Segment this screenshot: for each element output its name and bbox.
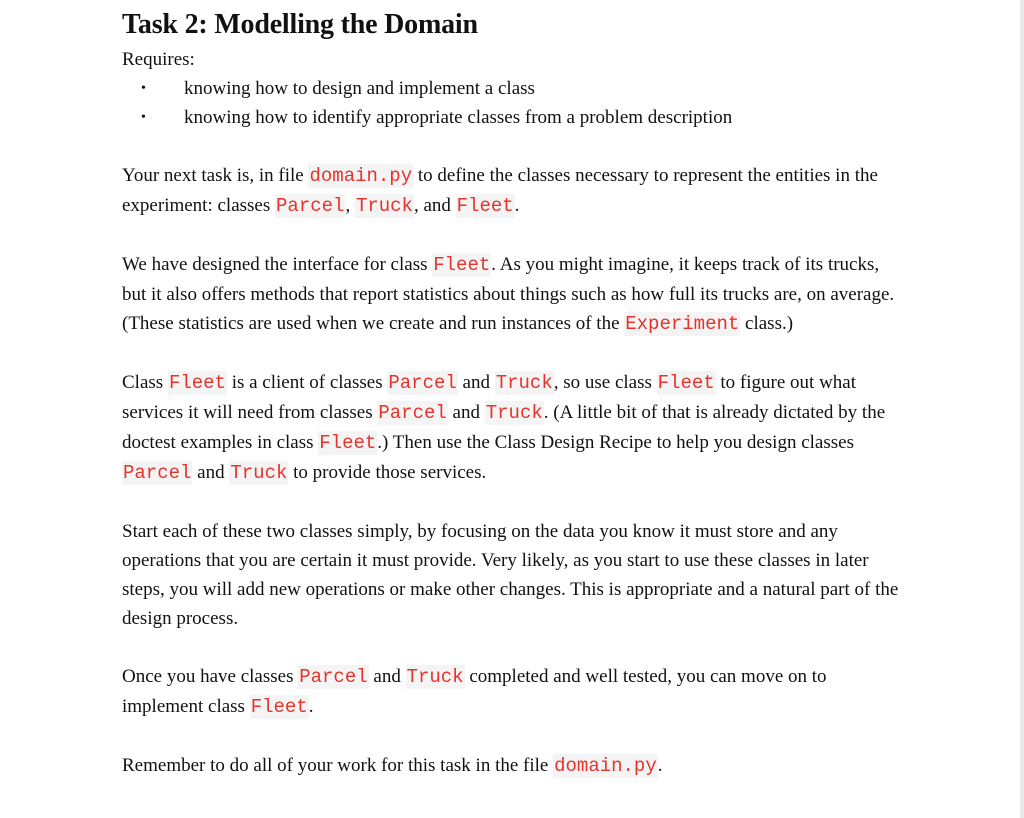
code-class-name: Fleet	[319, 432, 377, 454]
code-class-name: Fleet	[433, 254, 491, 276]
code-class-name: Parcel	[123, 462, 192, 484]
code-class-name: Truck	[495, 372, 553, 394]
requirements-list	[122, 74, 902, 132]
text-run: and	[447, 402, 485, 423]
code-class-name: Parcel	[378, 402, 447, 424]
text-run: and	[457, 372, 495, 393]
text-run: Class	[122, 372, 168, 393]
text-run: We have designed the interface for class	[122, 254, 433, 275]
text-run: to define the classes necessary to represent the entities in the experiment: classes	[122, 165, 878, 216]
paragraph-reminder	[122, 751, 902, 781]
paragraph-fleet-client	[122, 368, 902, 488]
code-class-name: Fleet	[168, 372, 226, 394]
bullet-icon: •	[141, 110, 146, 125]
list-item	[122, 74, 902, 103]
requires-label: Requires:	[122, 49, 195, 70]
requirement-text: knowing how to design and implement a class	[184, 78, 535, 99]
document-body	[122, 0, 902, 781]
code-class-name: Truck	[230, 462, 288, 484]
code-class-name: Fleet	[456, 195, 514, 217]
text-run: . As you might imagine, it keeps track of its trucks, but it also offers methods that report statistics about things such as how full its trucks are, on average. (These statistics are used when we create and run instances of the	[122, 254, 895, 334]
scrollbar-track[interactable]	[1020, 0, 1024, 818]
text-run: . (A little bit of that is already dictated by the doctest examples in class	[122, 402, 886, 453]
text-run: to figure out what services it will need from classes	[122, 372, 857, 423]
list-item	[122, 103, 902, 132]
code-class-name: Fleet	[657, 372, 715, 394]
paragraph-move-on	[122, 662, 902, 722]
text-run: completed and well tested, you can move on to implement class	[122, 666, 827, 717]
page-title: Task 2: Modelling the Domain	[122, 9, 478, 40]
text-run: .) Then use the Class Design Recipe to help you design classes	[377, 432, 854, 453]
text-run: Your next task is, in file	[122, 165, 309, 186]
text-run: Once you have classes	[122, 666, 299, 687]
code-class-name: Experiment	[625, 313, 740, 335]
text-run: .	[514, 195, 520, 216]
text-run: .	[657, 755, 663, 776]
text-run: Start each of these two classes simply, by focusing on the data you know it must store and any operations that you are certain it must provide. Very likely, as you start to use these classes in later steps, you will add new operations or make other changes. This is appropriate and a natural part of the design process.	[122, 521, 899, 629]
code-class-name: Truck	[406, 666, 464, 688]
text-run: .	[308, 696, 314, 717]
text-run: class.)	[740, 313, 794, 334]
code-class-name: Fleet	[250, 696, 308, 718]
text-run: and	[192, 462, 230, 483]
text-run: and	[368, 666, 406, 687]
text-run: Remember to do all of your work for this task in the file	[122, 755, 554, 776]
text-run: is a client of classes	[226, 372, 388, 393]
code-class-name: Truck	[485, 402, 543, 424]
paragraph-start-simply	[122, 517, 902, 633]
code-filename: domain.py	[554, 755, 657, 777]
code-filename: domain.py	[309, 165, 413, 187]
paragraph-fleet-interface	[122, 250, 902, 339]
text-run: , so use class	[553, 372, 657, 393]
code-class-name: Parcel	[388, 372, 457, 394]
text-run: ,	[345, 195, 355, 216]
bullet-icon: •	[141, 81, 146, 96]
text-run: to provide those services.	[288, 462, 487, 483]
text-run: , and	[413, 195, 456, 216]
requirement-text: knowing how to identify appropriate classes from a problem description	[184, 107, 733, 128]
code-class-name: Truck	[355, 195, 413, 217]
code-class-name: Parcel	[276, 195, 345, 217]
paragraph-task-intro	[122, 161, 902, 221]
code-class-name: Parcel	[299, 666, 368, 688]
